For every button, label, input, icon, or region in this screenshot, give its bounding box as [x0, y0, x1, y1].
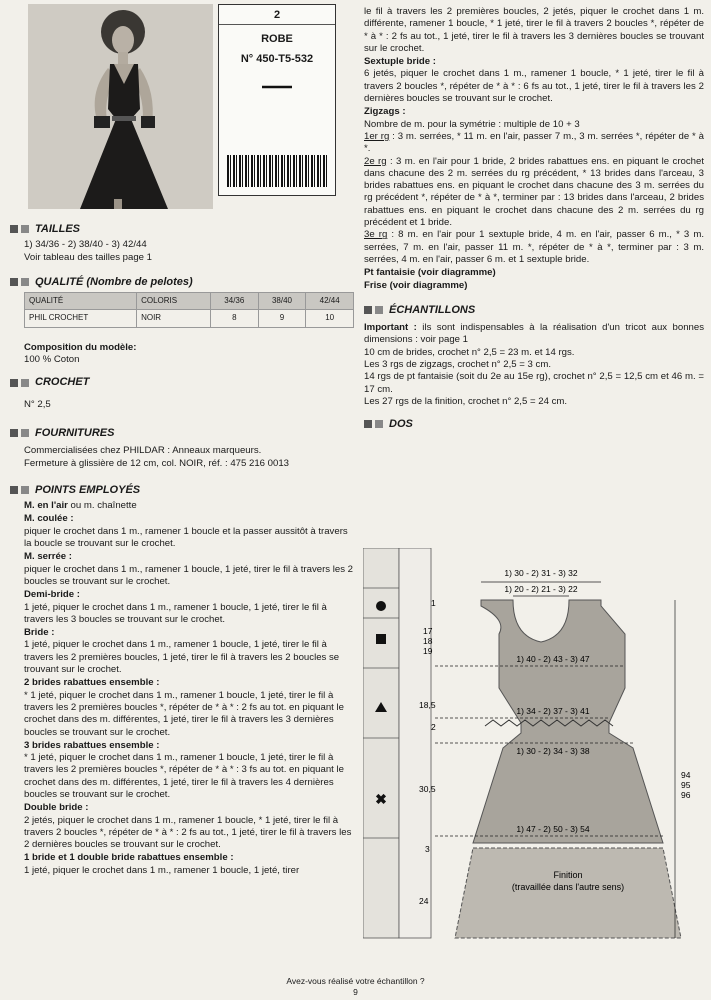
section-points: [10, 484, 355, 496]
circle-symbol-icon: [376, 601, 386, 611]
finition-note: (travaillée dans l'autre sens): [511, 882, 625, 892]
crochet-value: N° 2,5: [24, 398, 51, 410]
total-height-label: 95: [681, 780, 691, 790]
square-icon: [10, 225, 18, 233]
divider: [219, 24, 335, 25]
continued-text: le fil à travers les 2 premières boucles, 2 jetés, piquer le crochet dans 1 m. différente, ramener 1 boucle, * 1 jeté, tirer le fil à travers 2 boucles *, répéter de * à * : 2 fs au tot., 1 jeté, tirer le fil à travers les 3 dernières boucles se trouvant sur le crochet.: [364, 6, 704, 54]
stitches-list: [10, 500, 355, 877]
stitch-m-air: [24, 500, 355, 512]
stitch-title: Sextuple bride :: [364, 56, 436, 68]
square-icon: [364, 420, 372, 428]
important-label: Important :: [364, 322, 417, 334]
zigzags-symmetry: Nombre de m. pour la symétrie : multiple de 10 + 3: [364, 118, 580, 130]
stitch-title: Double bride :: [24, 802, 89, 814]
table-header-cell: QUALITÉ: [25, 293, 137, 310]
table-header-cell: COLORIS: [137, 293, 211, 310]
stitch-title: 1 bride et 1 double bride rabattues ensemble :: [24, 852, 234, 864]
total-height-label: 94: [681, 770, 691, 780]
section-echantillons: [364, 304, 704, 316]
section-title: TAILLES: [35, 223, 81, 235]
zigzags-row-2: [364, 156, 704, 230]
frise: Frise (voir diagramme): [364, 279, 468, 291]
sample-3: 14 rgs de pt fantaisie (soit du 2e au 15e rg), crochet n° 2,5 = 12,5 cm et 46 m. = 17 cm.: [364, 371, 704, 395]
table-header-cell: 42/44: [306, 293, 354, 310]
barcode: [227, 155, 327, 187]
height-label: 30,5: [419, 784, 436, 794]
dress-body-shape: [473, 600, 663, 843]
section-title: POINTS EMPLOYÉS: [35, 483, 141, 496]
total-height-label: 96: [681, 790, 691, 800]
square-icon: [21, 225, 29, 233]
height-label: 18,5: [419, 700, 436, 710]
table-header-cell: 38/40: [258, 293, 306, 310]
square-icon: [375, 420, 383, 428]
right-column: [364, 6, 704, 435]
square-symbol-icon: [376, 634, 386, 644]
stitch-text: piquer le crochet dans 1 m., ramener 1 boucle, 1 jeté, tirer le fil à travers les 2 boucles se trouvant sur le crochet.: [24, 563, 354, 587]
section-title: QUALITÉ (Nombre de pelotes): [35, 275, 193, 288]
top-width-label: 1) 30 - 2) 31 - 3) 32: [504, 568, 578, 578]
zigzags-row-3: [364, 229, 704, 266]
stitch-title: 3 brides rabattues ensemble :: [24, 739, 160, 751]
table-row: [25, 310, 354, 327]
product-number: 2: [273, 9, 281, 21]
stitch-text: 1 jeté, piquer le crochet dans 1 m., ramener 1 boucle, 1 jeté, tirer le fil à travers les 2 premières boucles, 1 jeté, tirer le fil à travers les 2 boucles se trouvant sur le crochet.: [24, 639, 340, 676]
product-reference: N° 450-T5-532: [240, 53, 314, 65]
table-header-cell: 34/36: [210, 293, 258, 310]
height-label: 17: [423, 626, 433, 636]
square-icon: [10, 379, 18, 387]
sizes-line: 1) 34/36 - 2) 38/40 - 3) 42/44: [24, 239, 147, 251]
stitch-text: * 1 jeté, piquer le crochet dans 1 m., ramener 1 boucle, 1 jeté, tirer le fil à travers les 2 premières boucles *, répéter de * à * : 2 fs au tot. en piquant le crochet dans des m. différentes, 1 jeté, tirer le fil à travers les 3 dernières boucles se trouvant sur le crochet.: [24, 689, 344, 738]
neck-width-label: 1) 20 - 2) 21 - 3) 22: [504, 584, 578, 594]
table-cell: PHIL CROCHET: [25, 310, 137, 327]
hem-width-label: 1) 47 - 2) 50 - 3) 54: [516, 824, 590, 834]
fournitures-line-1: Commercialisées chez PHILDAR : Anneaux marqueurs.: [24, 445, 262, 457]
dos-diagram: [363, 548, 703, 968]
table-cell: 10: [306, 310, 354, 327]
quality-table: [24, 292, 354, 328]
square-icon: [21, 379, 29, 387]
stitch-text: ou m. chaînette: [67, 500, 137, 512]
stitch-title: M. coulée :: [24, 513, 74, 525]
table-header-row: [25, 293, 354, 310]
row-text: : 3 m. en l'air pour 1 bride, 2 brides rabattues ens. en piquant le crochet dans chacune des 2 m. serrées du rg précédent, * 13 brides dans l'arceau, 3 brides rabattues ens. en piquant le crochet dans chacune des 3 m. serrées du rg précédent *, répéter de * à *, terminer par : 13 brides dans l'arceau, 2 brides rabattues ens. en piquant le crochet dans chacune des 2 m. serrées du rg précédent et 1 bride.: [364, 155, 704, 229]
important-text: ils sont indispensables à la réalisation d'un tricot aux bonnes dimensions : voir page 1: [364, 322, 704, 346]
sample-4: Les 27 rgs de la finition, crochet n° 2,5 = 24 cm.: [364, 395, 568, 407]
composition-heading: Composition du modèle:: [24, 341, 137, 353]
section-title: FOURNITURES: [35, 426, 115, 439]
height-column: [399, 548, 431, 938]
height-label: 3: [425, 844, 430, 854]
product-label-box: [218, 4, 336, 196]
important-note: [364, 322, 704, 347]
section-title: CROCHET: [35, 376, 90, 389]
height-label: 18: [423, 636, 433, 646]
left-column: [10, 215, 355, 878]
sample-1: 10 cm de brides, crochet n° 2,5 = 23 m. et 14 rgs.: [364, 346, 575, 358]
row-text: : 8 m. en l'air pour 1 sextuple bride, 4 m. en l'air, passer 6 m., * 3 m. serrées, 7 m. en l'air, passer 11 m. *, répéter de * à *, terminer par : 3 m. serrées, 4 m. en l'air, passer 6 m. et 1 sextuple bride.: [364, 229, 704, 265]
fournitures-line-2: Fermeture à glissière de 12 cm, col. NOIR, réf. : 475 216 0013: [24, 457, 290, 469]
arrow-icon: [260, 81, 294, 86]
stitch-title: M. en l'air: [24, 500, 68, 512]
square-icon: [364, 306, 372, 314]
section-tailles: [10, 223, 355, 235]
height-label: 2: [431, 722, 436, 732]
stitch-text: * 1 jeté, piquer le crochet dans 1 m., ramener 1 boucle, 1 jeté, tirer le fil à travers les 2 premières boucles *, répéter de * à * : 3 fs au tot. en piquant le crochet dans des m. différentes, 1 jeté, tirer le fil à travers les 4 dernières boucles se trouvant sur le crochet.: [24, 752, 344, 800]
stitch-title: 2 brides rabattues ensemble :: [24, 677, 160, 689]
footer-question: Avez-vous réalisé votre échantillon ?: [286, 976, 425, 986]
stitch-text: piquer le crochet dans 1 m., ramener 1 boucle et la passer aussitôt à travers la boucle se trouvant sur le crochet.: [24, 525, 348, 550]
height-label: 19: [423, 646, 433, 656]
square-icon: [10, 278, 18, 286]
pt-fantaisie: Pt fantaisie (voir diagramme): [364, 267, 496, 279]
height-label: 24: [419, 896, 429, 906]
square-icon: [21, 278, 29, 286]
section-crochet: [10, 376, 355, 388]
stitch-title: Zigzags :: [364, 106, 406, 118]
sample-2: Les 3 rgs de zigzags, crochet n° 2,5 = 3 cm.: [364, 359, 552, 371]
section-title: ÉCHANTILLONS: [389, 303, 476, 316]
stitch-title: Demi-bride :: [24, 589, 80, 601]
cross-symbol-icon: ✖: [375, 791, 387, 807]
square-icon: [21, 486, 29, 494]
table-cell: 9: [258, 310, 306, 327]
square-icon: [10, 486, 18, 494]
row-text: : 3 m. serrées, * 11 m. en l'air, passer 7 m., 3 m. serrées *, répéter de * à *.: [364, 130, 704, 155]
section-qualite: [10, 276, 355, 288]
bust-width-label: 1) 40 - 2) 43 - 3) 47: [516, 654, 590, 664]
section-title: DOS: [389, 418, 413, 431]
finition-label: Finition: [553, 870, 583, 880]
footer: [0, 976, 711, 998]
table-cell: NOIR: [137, 310, 211, 327]
waist-width-label: 1) 34 - 2) 37 - 3) 41: [516, 706, 590, 716]
page-number: 9: [353, 987, 358, 997]
stitch-text: 1 jeté, piquer le crochet dans 1 m., ramener 1 boucle, 1 jeté, tirer: [24, 864, 300, 876]
stitch-text: 2 jetés, piquer le crochet dans 1 m., ramener 1 boucle, * 1 jeté, tirer le fil à travers 2 boucles *, répéter de * à * : 2 fs au tot., 1 jeté, tirer le fil à travers les 2 dernières boucles se trouvant sur le crochet.: [24, 814, 352, 851]
product-name: ROBE: [261, 33, 293, 45]
square-icon: [375, 306, 383, 314]
height-label: 1: [431, 598, 436, 608]
row-label: 3e rg: [364, 229, 388, 241]
stitch-text: 6 jetés, piquer le crochet dans 1 m., ramener 1 boucle, * 1 jeté, tirer le fil à travers 2 boucles *, répéter de * à * : 6 fs au tot., 1 jeté, tirer le fil à travers les 2 dernières boucles se trouvant sur le crochet.: [364, 68, 704, 105]
finition-skirt-shape: [455, 848, 681, 938]
stitch-title: M. serrée :: [24, 551, 72, 563]
table-cell: 8: [210, 310, 258, 327]
sizes-note: Voir tableau des tailles page 1: [24, 251, 153, 263]
composition-value: 100 % Coton: [24, 354, 80, 366]
square-icon: [21, 429, 29, 437]
square-icon: [10, 429, 18, 437]
stitch-title: Bride :: [24, 627, 55, 639]
zigzags-row-1: [364, 131, 704, 156]
stitch-text: 1 jeté, piquer le crochet dans 1 m., ramener 1 boucle, 1 jeté, tirer le fil à travers les 3 boucles se trouvant sur le crochet.: [24, 601, 327, 625]
row-label: 2e rg: [364, 155, 387, 167]
section-fournitures: [10, 427, 355, 439]
hip-width-label: 1) 30 - 2) 34 - 3) 38: [516, 746, 590, 756]
model-photo: [28, 4, 213, 209]
row-label: 1er rg: [364, 130, 390, 142]
section-dos: [364, 418, 704, 430]
